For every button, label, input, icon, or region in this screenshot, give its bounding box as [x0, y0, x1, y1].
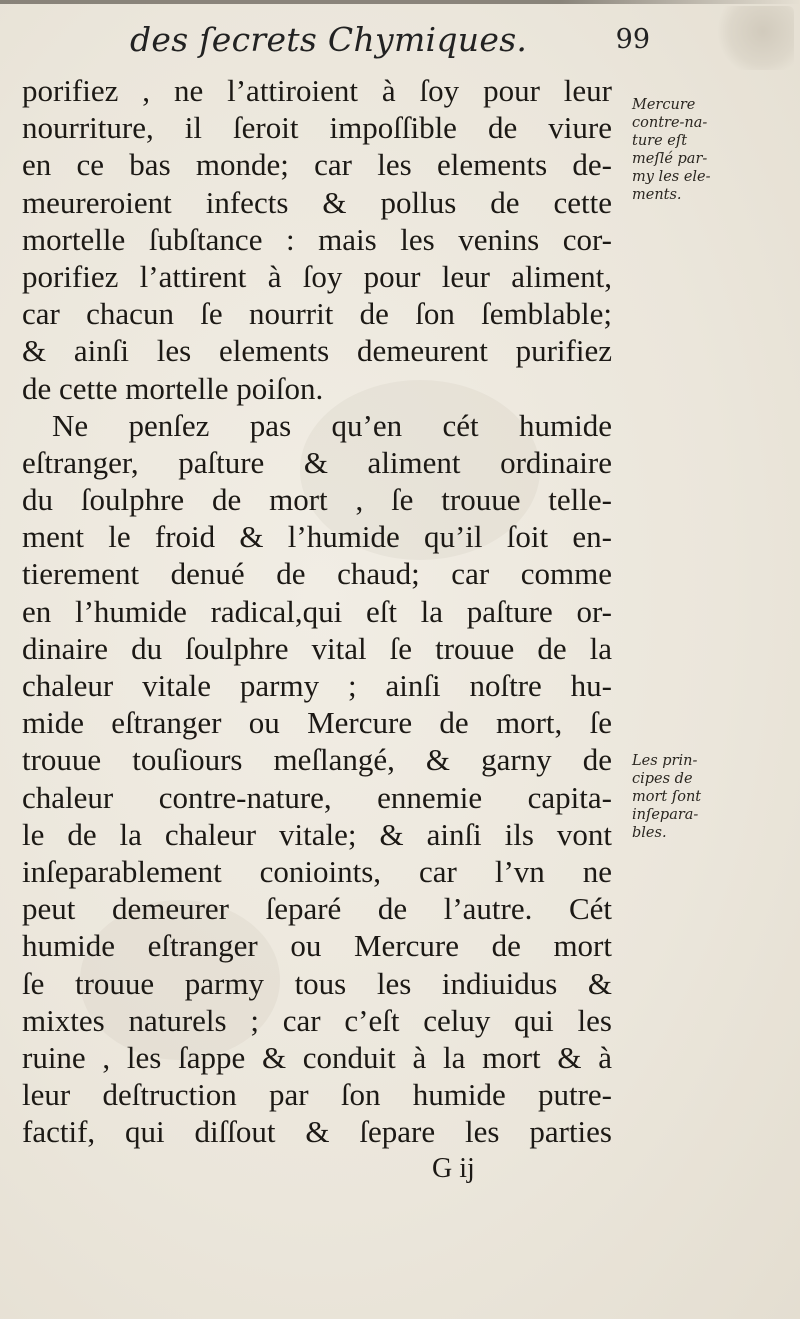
text-line: le de la chaleur vitale; & ainſi ils vont	[22, 816, 612, 852]
margin-note-line: Les prin-	[632, 753, 698, 769]
body-text	[22, 72, 612, 1188]
text-line: dinaire du ſoulphre vital ſe trouue de la	[22, 630, 612, 666]
running-title: des ſecrets Chymiques.	[130, 20, 528, 59]
text-line: mide eſtranger ou Mercure de mort, ſe	[22, 705, 612, 741]
text-line: chaleur vitale parmy ; ainſi noſtre hu-	[22, 668, 612, 703]
text-line: tierement denué de chaud; car comme	[22, 556, 612, 592]
text-line: de cette mortelle poiſon.	[22, 370, 324, 406]
signature-mark: G ij	[432, 1153, 475, 1185]
text-line: trouue touſiours meſlangé, & garny de	[22, 742, 612, 778]
text-line: du ſoulphre de mort , ſe trouue telle-	[22, 482, 612, 518]
text-line: humide eſtranger ou Mercure de mort	[22, 928, 612, 964]
text-line: mixtes naturels ; car c’eſt celuy qui les	[22, 1002, 612, 1038]
margin-note-line: meſlé par-	[632, 151, 708, 167]
text-line: ſe trouue parmy tous les indiuidus &	[22, 965, 612, 1001]
page-header	[130, 14, 650, 64]
text-line: ment le froid & l’humide qu’il ſoit en-	[22, 519, 612, 555]
text-line: factif, qui diſſout & ſepare les parties	[22, 1114, 612, 1150]
text-line: & ainſi les elements demeurent purifiez	[22, 333, 612, 369]
margin-note-line: bles.	[632, 825, 667, 841]
margin-note-line: Mercure	[632, 97, 696, 113]
page-number: 99	[615, 24, 650, 55]
text-line: ruine , les ſappe & conduit à la mort & à	[22, 1039, 612, 1075]
text-line: inſeparablement conioints, car l’vn ne	[22, 853, 612, 889]
margin-note-line: mort ſont	[632, 789, 702, 805]
page-top-edge	[0, 0, 800, 4]
margin-note-line: ments.	[632, 187, 682, 203]
margin-note-mercure	[632, 96, 792, 204]
text-line: en ce bas monde; car les elements de-	[22, 147, 612, 183]
text-line: nourriture, il ſeroit impoſſible de viure	[22, 110, 612, 146]
margin-note-line: inſepara-	[632, 807, 699, 823]
text-line: peut demeurer ſeparé de l’autre. Cét	[22, 891, 612, 927]
margin-note-line: contre-na-	[632, 115, 708, 131]
text-line: mortelle ſubſtance : mais les venins cor-	[22, 221, 612, 257]
margin-note-principes	[632, 752, 792, 842]
text-line: Ne penſez pas qu’en cét humide	[52, 407, 612, 443]
margin-note-line: ture eſt	[632, 133, 688, 149]
text-line: eſtranger, paſture & aliment ordinaire	[22, 444, 612, 480]
text-line: meureroient infects & pollus de cette	[22, 184, 612, 220]
text-line: en l’humide radical,qui eſt la paſture or-	[22, 593, 612, 629]
text-line: porifiez , ne l’attiroient à ſoy pour leur	[22, 73, 612, 108]
text-line: leur deſtruction par ſon humide putre-	[22, 1077, 612, 1113]
text-line: car chacun ſe nourrit de ſon ſemblable;	[22, 296, 612, 332]
library-stamp-mark	[716, 6, 794, 70]
margin-note-line: my les ele-	[632, 169, 711, 185]
text-line: porifiez l’attirent à ſoy pour leur aliment,	[22, 258, 612, 294]
text-line: chaleur contre-nature, ennemie capita-	[22, 779, 612, 815]
margin-note-line: cipes de	[632, 771, 693, 787]
